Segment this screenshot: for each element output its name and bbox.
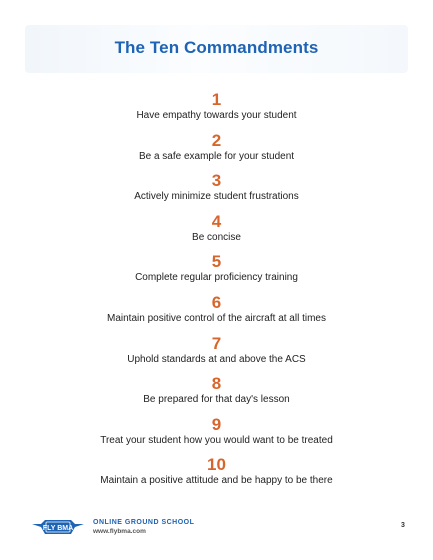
commandment-item <box>0 131 433 172</box>
commandment-number: 9 <box>211 414 222 434</box>
commandment-item <box>0 334 433 375</box>
commandment-number: 2 <box>211 130 222 150</box>
commandment-text: Have empathy towards your student <box>136 110 297 121</box>
commandment-number: 3 <box>211 171 222 191</box>
commandment-number: 1 <box>211 90 222 109</box>
commandment-text: Complete regular proficiency training <box>135 272 298 284</box>
commandment-text: Maintain positive control of the aircraft at all times <box>107 312 326 324</box>
fly-bma-logo <box>32 516 84 538</box>
commandment-item <box>0 212 433 253</box>
commandment-text: Actively minimize student frustrations <box>134 191 299 203</box>
commandment-item <box>0 455 433 496</box>
website-url: www.flybma.com <box>93 528 146 535</box>
school-name: ONLINE GROUND SCHOOL <box>93 519 195 526</box>
commandment-item <box>0 374 433 415</box>
commandment-text: Be concise <box>192 231 241 243</box>
commandment-text: Uphold standards at and above the ACS <box>127 353 306 365</box>
commandment-item <box>0 293 433 334</box>
commandment-text: Treat your student how you would want to be treated <box>100 434 333 446</box>
page-number: 3 <box>401 522 405 529</box>
logo-text: FLY BMA <box>42 524 74 532</box>
commandment-item <box>0 252 433 293</box>
commandment-item <box>0 90 433 131</box>
commandment-number: 4 <box>211 211 222 231</box>
commandment-text: Maintain a positive attitude and be happy to be there <box>100 475 333 487</box>
commandment-number: 6 <box>211 292 222 312</box>
commandment-item <box>0 171 433 212</box>
commandment-number: 10 <box>207 455 226 475</box>
commandment-number: 8 <box>211 374 222 394</box>
commandment-number: 5 <box>211 252 222 272</box>
page-title: The Ten Commandments <box>114 38 319 57</box>
page-footer <box>0 512 433 542</box>
commandment-item <box>0 415 433 456</box>
commandment-number: 7 <box>211 333 222 353</box>
commandment-text: Be prepared for that day's lesson <box>143 394 290 406</box>
commandments-list <box>0 90 433 496</box>
commandment-text: Be a safe example for your student <box>138 150 295 162</box>
